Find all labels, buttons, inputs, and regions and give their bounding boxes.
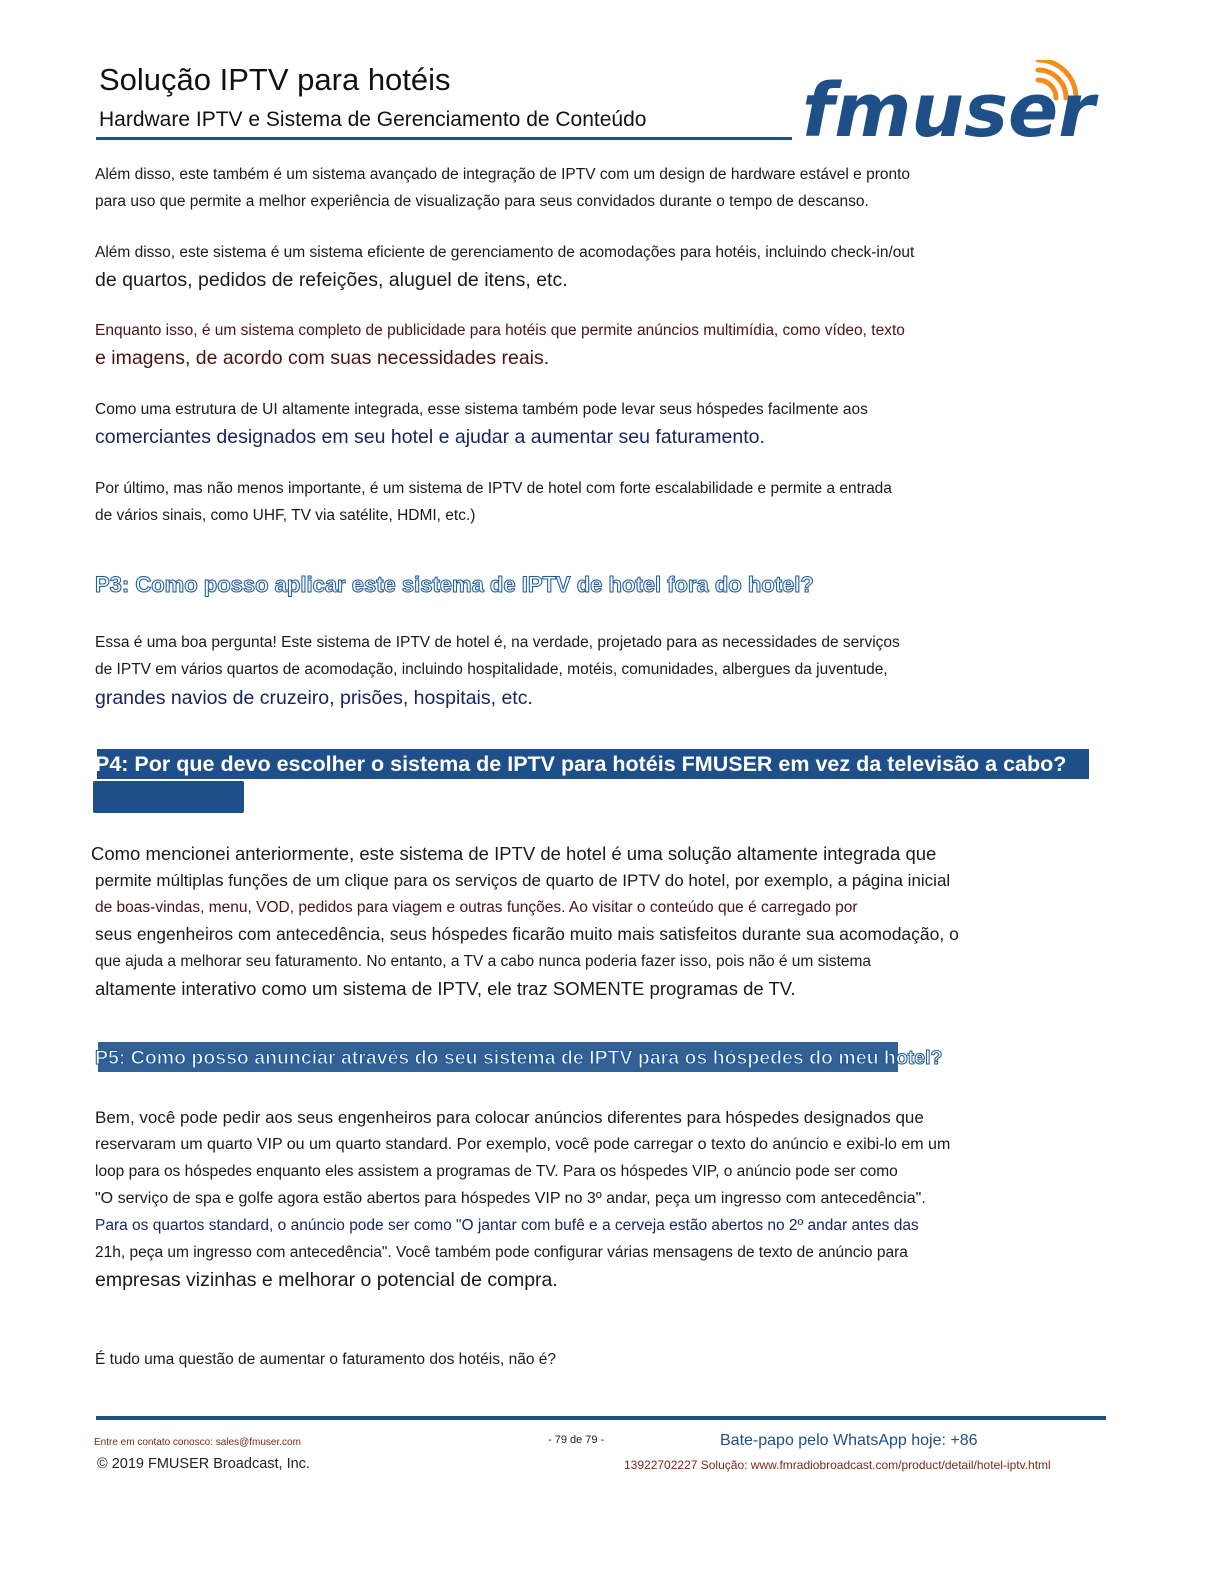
footer-copyright: © 2019 FMUSER Broadcast, Inc.: [97, 1456, 310, 1472]
paragraph-line: de boas-vindas, menu, VOD, pedidos para viagem e outras funções. Ao visitar o conteúdo que é carregado por: [95, 899, 858, 916]
paragraph-ui-structure: [95, 396, 868, 451]
paragraph-line: 21h, peça um ingresso com antecedência". Você também pode configurar várias mensagens de texto de anúncio para: [95, 1244, 908, 1261]
footer-divider: [96, 1416, 1106, 1420]
question-heading-p3: P3: Como posso aplicar este sistema de IPTV de hotel fora do hotel?: [95, 572, 814, 597]
paragraph-line: de IPTV em vários quartos de acomodação, incluindo hospitalidade, motéis, comunidades, albergues da juventude,: [95, 661, 888, 678]
paragraph-line: de quartos, pedidos de refeições, aluguel de itens, etc.: [95, 269, 568, 291]
answer-p5: [95, 1104, 950, 1295]
paragraph-line: e imagens, de acordo com suas necessidades reais.: [95, 347, 550, 369]
logo-wordmark: fmuser: [802, 68, 1095, 146]
paragraph-scalability: [95, 475, 892, 529]
page-number: - 79 de 79 -: [548, 1434, 605, 1446]
paragraph-line: comerciantes designados em seu hotel e ajudar a aumentar seu faturamento.: [95, 426, 765, 448]
paragraph-integration: [95, 161, 910, 215]
paragraph-management: [95, 239, 914, 294]
paragraph-line: reservaram um quarto VIP ou um quarto standard. Por exemplo, você pode carregar o texto do anúncio e exibi-lo em um: [95, 1136, 951, 1153]
paragraph-line: que ajuda a melhorar seu faturamento. No entanto, a TV a cabo nunca poderia fazer isso, pois não é um sistema: [95, 953, 872, 970]
answer-p3: [95, 629, 900, 713]
paragraph-line: altamente interativo como um sistema de IPTV, ele traz SOMENTE programas de TV.: [95, 978, 796, 999]
paragraph-line: Como mencionei anteriormente, este sistema de IPTV de hotel é uma solução altamente integrada que: [91, 843, 937, 864]
paragraph-line: de vários sinais, como UHF, TV via satélite, HDMI, etc.): [95, 507, 476, 524]
paragraph-line: Além disso, este sistema é um sistema eficiente de gerenciamento de acomodações para hotéis, incluindo check-in/out: [95, 244, 915, 261]
paragraph-line: seus engenheiros com antecedência, seus hóspedes ficarão muito mais satisfeitos durante sua acomodação, o: [95, 924, 959, 944]
paragraph-line: Para os quartos standard, o anúncio pode ser como "O jantar com bufê e a cerveja estão abertos no 2º andar antes das: [95, 1217, 919, 1234]
paragraph-line: Como uma estrutura de UI altamente integrada, esse sistema também pode levar seus hóspedes facilmente aos: [95, 401, 868, 418]
footer-contact: Entre em contato conosco: sales@fmuser.com: [94, 1437, 301, 1448]
paragraph-line: Essa é uma boa pergunta! Este sistema de IPTV de hotel é, na verdade, projetado para as necessidades de serviços: [95, 634, 900, 651]
question-heading-p5: P5: Como posso anunciar através do seu sistema de IPTV para os hóspedes do meu hotel?: [95, 1047, 943, 1069]
paragraph-line: grandes navios de cruzeiro, prisões, hospitais, etc.: [95, 687, 533, 709]
paragraph-line: Por último, mas não menos importante, é um sistema de IPTV de hotel com forte escalabilidade e permite a entrada: [95, 480, 892, 497]
paragraph-line: empresas vizinhas e melhorar o potencial de compra.: [95, 1269, 558, 1291]
heading-highlight-block: [93, 781, 244, 813]
fmuser-logo: [800, 60, 1100, 146]
paragraph-advertising: [95, 317, 905, 372]
header-divider: [96, 137, 792, 140]
paragraph-line: Enquanto isso, é um sistema completo de publicidade para hotéis que permite anúncios multimídia, como vídeo, texto: [95, 322, 905, 339]
closing-remark: É tudo uma questão de aumentar o faturamento dos hotéis, não é?: [95, 1351, 557, 1368]
paragraph-line: permite múltiplas funções de um clique para os serviços de quarto de IPTV do hotel, por exemplo, a página inicial: [95, 871, 951, 890]
question-heading-p4: P4: Por que devo escolher o sistema de IPTV para hotéis FMUSER em vez da televisão a cabo?: [95, 752, 1067, 776]
paragraph-line: Além disso, este também é um sistema avançado de integração de IPTV com um design de hardware estável e pronto: [95, 166, 911, 183]
paragraph-line: "O serviço de spa e golfe agora estão abertos para hóspedes VIP no 3º andar, peça um ingresso com antecedência".: [95, 1190, 926, 1207]
document-title: Solução IPTV para hotéis: [99, 62, 451, 97]
answer-p4: [91, 840, 959, 1002]
paragraph-line: Bem, você pode pedir aos seus engenheiros para colocar anúncios diferentes para hóspedes designados que: [95, 1108, 924, 1127]
footer-solution-link: 13922702227 Solução: www.fmradiobroadcast.com/product/detail/hotel-iptv.html: [624, 1458, 1051, 1472]
paragraph-line: loop para os hóspedes enquanto eles assistem a programas de TV. Para os hóspedes VIP, o anúncio pode ser como: [95, 1163, 898, 1180]
paragraph-line: para uso que permite a melhor experiência de visualização para seus convidados durante o tempo de descanso.: [95, 193, 869, 210]
document-subtitle: Hardware IPTV e Sistema de Gerenciamento de Conteúdo: [99, 108, 647, 131]
footer-whatsapp: Bate-papo pelo WhatsApp hoje: +86: [720, 1432, 978, 1449]
